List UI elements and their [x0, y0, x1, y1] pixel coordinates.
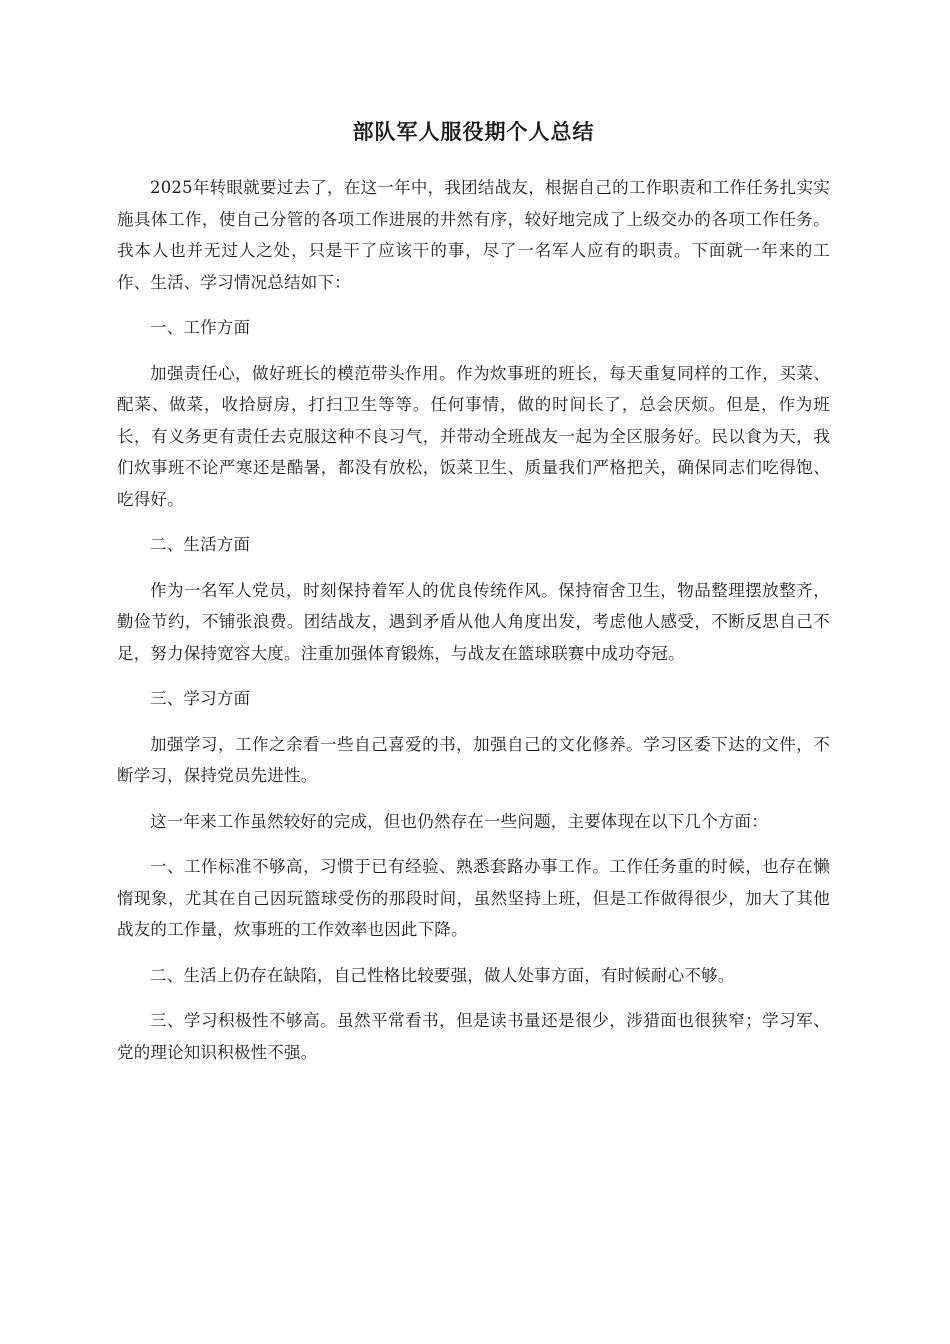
problem-2-paragraph: 二、生活上仍存在缺陷，自己性格比较要强，做人处事方面，有时候耐心不够。: [150, 965, 735, 985]
section-life-body: 作为一名军人党员，时刻保持着军人的优良传统作风。保持宿舍卫生，物品整理摆放整齐，勤俭节约，不铺张浪费。团结战友，遇到矛盾从他人角度出发，考虑他人感受，不断反思自己不足，努力保持宽容大度。注重加强体育锻炼，与战友在篮球联赛中成功夺冠。: [117, 580, 830, 663]
section-work-heading: 一、工作方面: [150, 318, 251, 337]
problem-3-paragraph: 三、学习积极性不够高。虽然平常看书，但是读书量还是很少，涉猎面也很狭窄；学习军、党的理论知识积极性不强。: [117, 1011, 830, 1062]
section-life-heading: 二、生活方面: [150, 535, 251, 554]
problem-1-paragraph: 一、工作标准不够高，习惯于已有经验、熟悉套路办事工作。工作任务重的时候，也存在懒惰现象，尤其在自己因玩篮球受伤的那段时间，虽然坚持上班，但是工作做得很少，加大了其他战友的工作量，炊事班的工作效率也因此下降。: [117, 857, 830, 939]
section-study-body: 加强学习，工作之余看一些自己喜爱的书，加强自己的文化修养。学习区委下达的文件，不断学习，保持党员先进性。: [117, 734, 830, 785]
document-title: 部队军人服役期个人总结: [352, 120, 595, 144]
problems-intro-paragraph: 这一年来工作虽然较好的完成，但也仍然存在一些问题，主要体现在以下几个方面：: [150, 811, 768, 831]
section-work-body: 加强责任心，做好班长的模范带头作用。作为炊事班的班长，每天重复同样的工作，买菜、配菜、做菜，收拾厨房，打扫卫生等等。任何事情，做的时间长了，总会厌烦。但是，作为班长，有义务更有责任去克服这种不良习气，并带动全班战友一起为全区服务好。民以食为天，我们炊事班不论严寒还是酷暑，都没有放松，饭菜卫生、质量我们严格把关，确保同志们吃得饱、吃得好。: [117, 363, 830, 509]
intro-paragraph: 2025年转眼就要过去了，在这一年中，我团结战友，根据自己的工作职责和工作任务扎实实施具体工作，使自己分管的各项工作进展的井然有序，较好地完成了上级交办的各项工作任务。我本人也并无过人之处，只是干了应该干的事，尽了一名军人应有的职责。下面就一年来的工作、生活、学习情况总结如下：: [117, 178, 830, 292]
section-study-heading: 三、学习方面: [150, 689, 251, 708]
document-page: [117, 112, 830, 1082]
